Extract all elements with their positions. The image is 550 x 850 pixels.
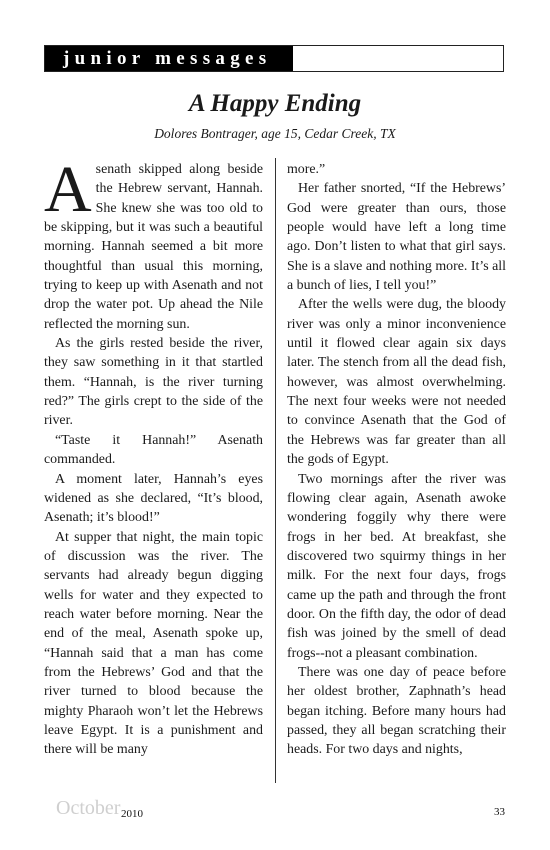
paragraph: As the girls rested beside the river, they saw something in it that startled them. “Hannah, is the river turning red?” The girls crept to the side of the river. bbox=[44, 336, 263, 429]
paragraph: After the wells were dug, the bloody river was only a minor inconvenience until it flowed clear again six days later. The stench from all the dead fish, however, was almost overwhelming. The next four weeks were not needed to convince Asenath that the God of the Hebrews was far greater than all the gods of Egypt. bbox=[287, 297, 506, 468]
paragraph: There was one day of peace before her oldest brother, Zaphnath’s head began itching. Before many hours had passed, they all began scratching their heads. For two days and nights, bbox=[287, 664, 506, 758]
column-divider bbox=[275, 158, 276, 783]
first-paragraph-text: senath skipped along beside the Hebrew servant, Hannah. She knew she was too old to be skipping, but it was such a beautiful morning. Hannah seemed a bit more thoughtful than usual this morning, trying to keep up with Asenath and not drop the water pot. Up ahead the Nile reflected the morning sun. bbox=[44, 162, 263, 332]
section-header-bar bbox=[44, 45, 504, 72]
author-byline: Dolores Bontrager, age 15, Cedar Creek, TX bbox=[154, 126, 396, 141]
page-number: 33 bbox=[494, 806, 505, 818]
paragraph: Her father snorted, “If the Hebrews’ God were greater than ours, those people would have left a long time ago. Don’t listen to what that girl says. She is a slave and nothing more. It’s all a bunch of lies, I tell you!” bbox=[287, 181, 506, 294]
left-column bbox=[44, 153, 263, 760]
footer-month: October bbox=[56, 797, 121, 819]
paragraph: A moment later, Hannah’s eyes widened as she declared, “It’s blood, Asenath; it’s blood!” bbox=[44, 471, 263, 526]
continued-text: more.” bbox=[287, 162, 326, 177]
paragraph: “Taste it Hannah!” Asenath commanded. bbox=[44, 432, 263, 468]
section-label: junior messages bbox=[45, 46, 293, 71]
footer-year: 2010 bbox=[121, 808, 143, 820]
first-paragraph bbox=[44, 153, 263, 334]
article-title: A Happy Ending bbox=[188, 90, 362, 117]
right-column bbox=[287, 160, 506, 760]
drop-cap: A bbox=[44, 153, 92, 226]
paragraph: Two mornings after the river was flowing clear again, Asenath awoke wondering foggily why there were frogs in her bed. At breakfast, she discovered two squirmy things in her milk. For the next four days, frogs came up the path and through the front door. On the fifth day, the odor of dead fish was joined by the smell of dead frogs--not a pleasant combination. bbox=[287, 471, 506, 661]
paragraph: At supper that night, the main topic of discussion was the river. The servants had already begun digging wells for water and they expected to reach water before morning. Near the end of the meal, Asenath spoke up, “Hannah said that a man has come from the Hebrews’ God and that the river turned to blood because the mighty Pharaoh won’t let the Hebrews leave Egypt. It is a punishment and there will be many bbox=[44, 529, 263, 758]
